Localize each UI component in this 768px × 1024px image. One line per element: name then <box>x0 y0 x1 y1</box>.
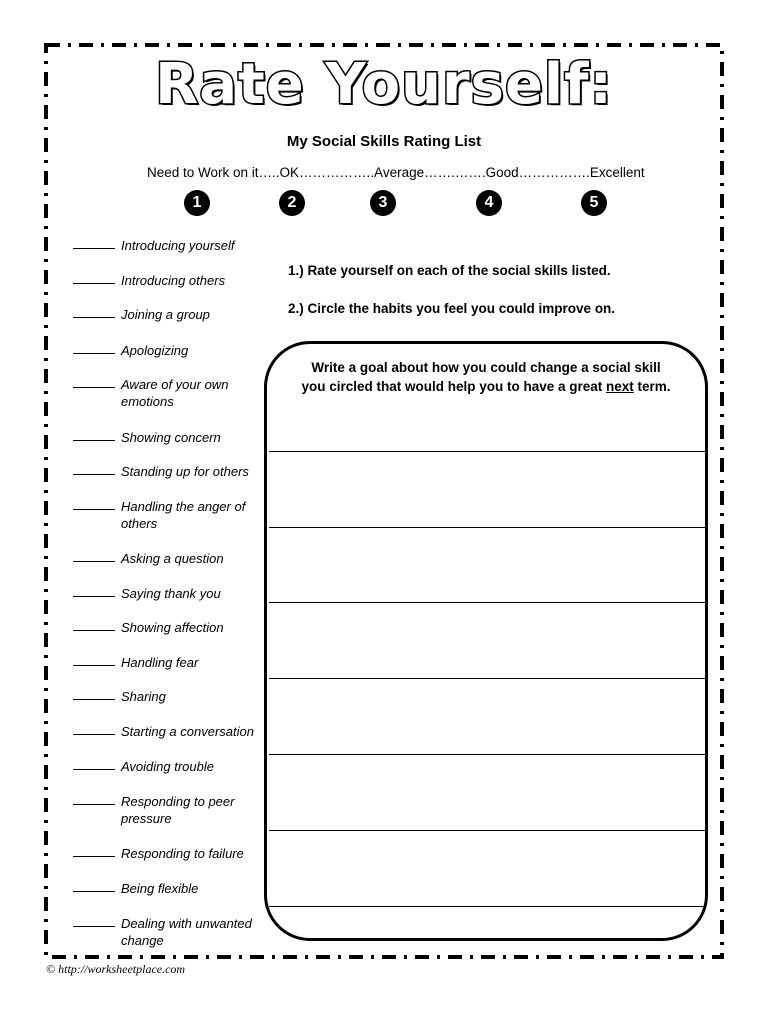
skill-label: Starting a conversation <box>121 724 254 739</box>
goal-prompt-text: you circled that would help you to have a great <box>301 379 607 394</box>
writing-line[interactable] <box>269 527 705 528</box>
skill-label: Saying thank you <box>121 586 221 601</box>
rating-blank[interactable] <box>73 342 115 354</box>
rating-blank[interactable] <box>73 498 115 510</box>
rating-1: 1 <box>184 190 210 216</box>
rating-blank[interactable] <box>73 619 115 631</box>
skill-label: Handling fear <box>121 655 199 670</box>
writing-line[interactable] <box>269 754 705 755</box>
writing-line[interactable] <box>269 678 705 679</box>
rating-blank[interactable] <box>73 376 115 388</box>
rating-blank[interactable] <box>73 845 115 857</box>
writing-line[interactable] <box>269 830 705 831</box>
rating-4: 4 <box>476 190 502 216</box>
writing-line[interactable] <box>269 451 705 452</box>
rating-3: 3 <box>370 190 396 216</box>
rating-blank[interactable] <box>73 654 115 666</box>
rating-2: 2 <box>279 190 305 216</box>
rating-blank[interactable] <box>73 758 115 770</box>
rating-blank[interactable] <box>73 793 115 805</box>
instruction-step-1: 1.) Rate yourself on each of the social skills listed. <box>288 263 611 278</box>
goal-prompt <box>267 358 705 396</box>
rating-5: 5 <box>581 190 607 216</box>
goal-box <box>264 341 708 941</box>
rating-blank[interactable] <box>73 688 115 700</box>
goal-prompt-emphasis: next <box>606 379 634 394</box>
skill-label: Showing affection <box>121 620 224 635</box>
rating-scale-labels: Need to Work on it…..OK……………..Average…….…….Good…………….Excellent <box>147 165 645 180</box>
rating-blank[interactable] <box>73 272 115 284</box>
skill-label: Dealing with unwanted change <box>121 916 252 948</box>
skill-label: Aware of your own emotions <box>121 377 229 409</box>
skill-label: Showing concern <box>121 430 221 445</box>
skill-label: Handling the anger of others <box>121 499 246 531</box>
skill-label: Being flexible <box>121 881 199 896</box>
page-title: Rate Yourself: <box>155 52 613 117</box>
rating-blank[interactable] <box>73 585 115 597</box>
rating-blank[interactable] <box>73 880 115 892</box>
skill-label: Responding to failure <box>121 846 244 861</box>
skill-label: Apologizing <box>121 343 189 358</box>
skill-label: Responding to peer pressure <box>121 794 235 826</box>
skill-label: Introducing others <box>121 273 226 288</box>
rating-blank[interactable] <box>73 237 115 249</box>
writing-line[interactable] <box>269 906 705 907</box>
rating-blank[interactable] <box>73 429 115 441</box>
skill-label: Asking a question <box>121 551 224 566</box>
goal-prompt-text-end: term. <box>633 379 671 394</box>
skill-label: Introducing yourself <box>121 238 235 253</box>
copyright-footer: © http://worksheetplace.com <box>46 962 186 976</box>
instruction-step-2: 2.) Circle the habits you feel you could improve on. <box>288 301 616 316</box>
goal-prompt-line-1: Write a goal about how you could change a social skill <box>311 360 661 375</box>
skill-label: Sharing <box>121 689 166 704</box>
rating-blank[interactable] <box>73 306 115 318</box>
goal-prompt-line-2 <box>267 377 705 396</box>
rating-blank[interactable] <box>73 915 115 927</box>
skill-label: Avoiding trouble <box>121 759 214 774</box>
rating-blank[interactable] <box>73 463 115 475</box>
page-subtitle: My Social Skills Rating List <box>286 133 482 150</box>
skill-label: Standing up for others <box>121 464 249 479</box>
writing-line[interactable] <box>269 602 705 603</box>
skill-label: Joining a group <box>121 307 210 322</box>
rating-blank[interactable] <box>73 550 115 562</box>
rating-blank[interactable] <box>73 723 115 735</box>
